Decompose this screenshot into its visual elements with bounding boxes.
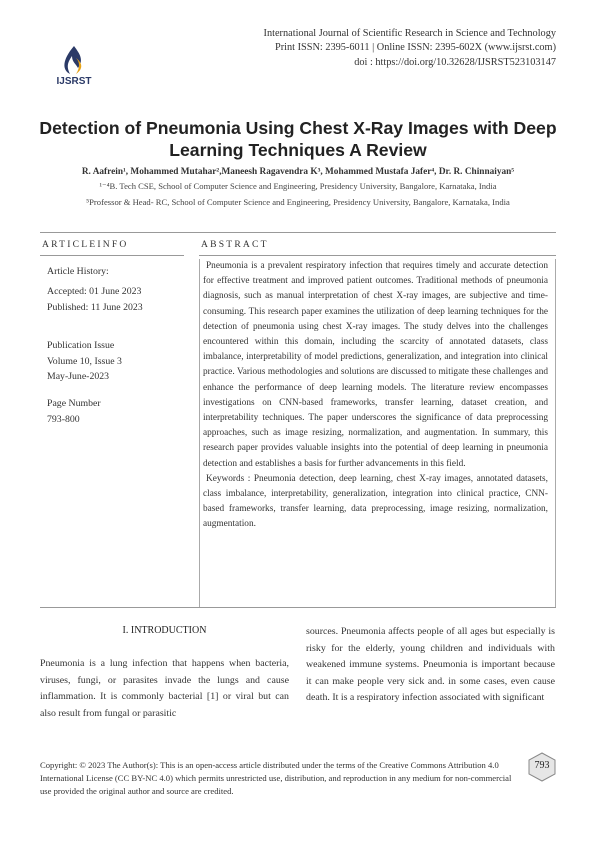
- affiliation-1: ¹⁻⁴B. Tech CSE, School of Computer Science and Engineering, Presidency University, Bangalore, Karnataka, India: [99, 181, 497, 191]
- top-rule: [40, 232, 556, 233]
- abstract-right-border: [555, 259, 556, 607]
- author-list: R. Aafrein¹, Mohammed Mutahar²,Maneesh Ragavendra K³, Mohammed Mustafa Jafer⁴, Dr. R. Chinnaiyan⁵: [81, 167, 515, 177]
- abstract-text: Pneumonia is a prevalent respiratory infection that requires timely and accurate detection for effective treatment and improved patient outcomes. Traditional methods of pneumonia diagnosis, such as manual interpretation of chest X-ray images, are subjective and time-consuming. This research paper examines the utilization of deep learning techniques for the detection of pneumonia using chest X-ray images. The study delves into the challenges encountered within this domain, including the scarcity of annotated datasets, class imbalance, interpretability of model predictions, generalization, and integration into clinical practice. Various methodologies and solutions are discussed to mitigate these challenges and enhance the performance of deep learning models. The literature review encompasses investigations on CNN-based frameworks, transfer learning, dataset creation, and interpretability techniques. The paper underscores the significance of data preprocessing approaches, such as image resizing, normalization, and augmentation. In summary, this research paper provides valuable insights into the potential of deep learning in pneumonia detection and establishes a basis for further advancements in this field.: [203, 261, 548, 469]
- history-label: Article History:: [47, 266, 109, 277]
- accepted-date: Accepted: 01 June 2023: [47, 286, 142, 298]
- abstract-body: [203, 259, 548, 533]
- intro-left-column: Pneumonia is a lung infection that happens when bacteria, viruses, fungi, or parasites invade the lungs and cause inflammation. It is commonly bacterial [1] or viral but can also result from fungal or parasitic: [40, 658, 289, 719]
- affiliation-2: ⁵Professor & Head- RC, School of Computer Science and Engineering, Presidency University, Bangalore, Karnataka, India: [86, 197, 510, 207]
- page-number: 793: [534, 760, 550, 771]
- bottom-rule: [40, 607, 556, 608]
- title-line-1: Detection of Pneumonia Using Chest X-Ray Images with Deep: [39, 118, 557, 138]
- volume-issue: Volume 10, Issue 3: [47, 355, 122, 367]
- journal-header: [264, 27, 556, 70]
- paper-title: [30, 117, 566, 162]
- page-number-label: Page Number: [47, 398, 101, 410]
- doi-line: doi : https://doi.org/10.32628/IJSRST523103147: [354, 56, 556, 68]
- article-info: [47, 264, 143, 427]
- page-range: 793-800: [47, 413, 80, 425]
- keywords: Keywords : Pneumonia detection, deep learning, chest X-ray images, annotated datasets, class imbalance, interpretability, generalization, integration into clinical practice, CNN-based frameworks, transfer learning, data preprocessing, image resizing, normalization, augmentation.: [203, 473, 548, 530]
- journal-logo: [50, 44, 98, 90]
- publication-issue-label: Publication Issue: [47, 340, 115, 352]
- logo-text: IJSRST: [56, 76, 92, 87]
- title-line-2: Learning Techniques A Review: [169, 140, 427, 161]
- abstract-left-border: [199, 259, 200, 607]
- copyright-notice: Copyright: © 2023 The Author(s): This is an open-access article distributed under the terms of the Creative Commons Attribution 4.0 International License (CC BY-NC 4.0) which permits unrestricted use, distribution, and reproduction in any medium for non-commercial use provided the original author and source are credited.: [40, 760, 512, 797]
- abstract-heading-rule: [199, 255, 556, 256]
- page-number-badge: [527, 752, 557, 782]
- publication-period: May-June-2023: [47, 371, 110, 383]
- published-date: Published: 11 June 2023: [47, 301, 143, 313]
- issn-line: Print ISSN: 2395-6011 | Online ISSN: 2395-602X (www.ijsrst.com): [274, 42, 556, 54]
- flame-logo-icon: [50, 44, 98, 78]
- info-heading-rule: [40, 255, 184, 256]
- journal-name: International Journal of Scientific Research in Science and Technology: [263, 28, 556, 39]
- introduction-heading: I. INTRODUCTION: [122, 625, 207, 636]
- abstract-heading: ABSTRACT: [201, 239, 269, 250]
- article-info-heading: ARTICLEINFO: [42, 239, 129, 250]
- intro-right-column: sources. Pneumonia affects people of all ages but especially is risky for the elderly, young children and individuals with weakened immune systems. Pneumonia is important because it can make people very sick and. in some cases, even cause death. It is a respiratory infection associated with significant: [306, 626, 555, 704]
